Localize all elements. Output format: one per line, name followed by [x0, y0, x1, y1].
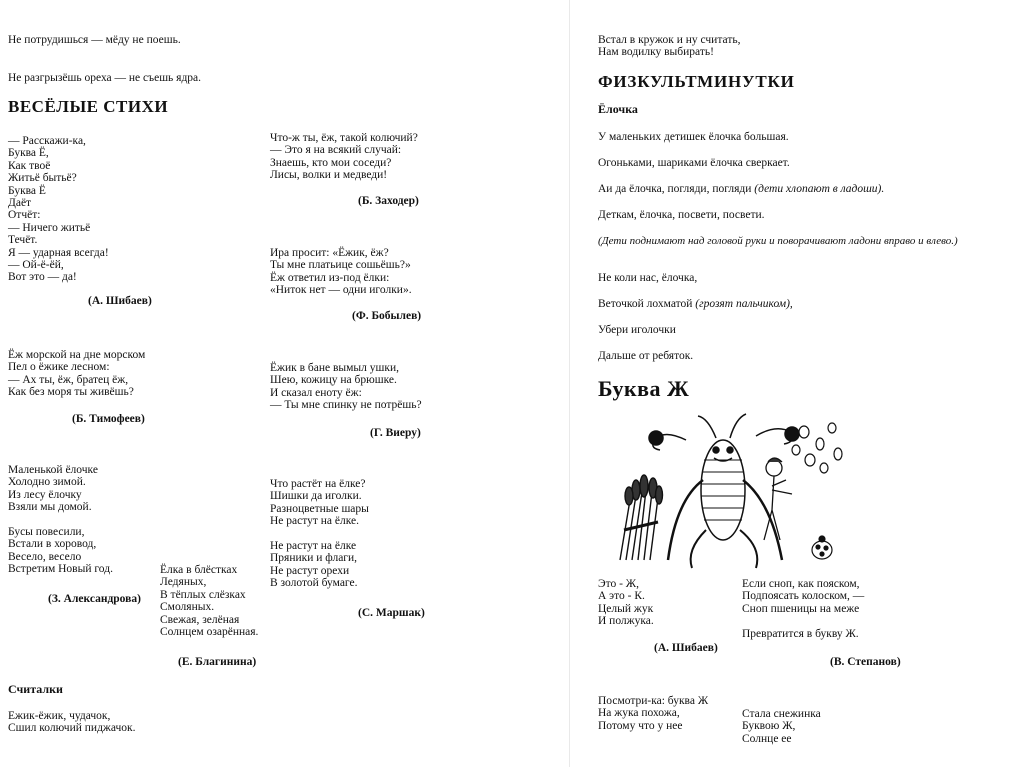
- exercise-line-7-instruction: (грозят пальчиком),: [695, 298, 793, 310]
- page-divider: [569, 0, 570, 767]
- poem-letter-yo: — Расскажи-ка, Буква Ё, Как твоё Житьё бытьё? Буква Ё Даёт Отчёт: — Ничего житьё Течёт. Я — ударная всегда! — Ой-ё-ёй, Вот это — да!: [8, 135, 109, 284]
- poem-zh-beetle: Это - Ж, А это - К. Целый жук И полжука.: [598, 578, 654, 628]
- proverb-1: Не потрудишься — мёду не поешь.: [8, 34, 181, 46]
- heading-exercise-breaks: ФИЗКУЛЬТМИНУТКИ: [598, 72, 795, 91]
- proverb-2: Не разгрызёшь ореха — не съешь ядра.: [8, 72, 202, 84]
- exercise-line-6: Не коли нас, ёлочка,: [598, 272, 698, 284]
- author-zakhoder: (Б. Заходер): [358, 195, 419, 207]
- exercise-line-4: Деткам, ёлочка, посвети, посвети.: [598, 209, 765, 221]
- author-shibaev: (А. Шибаев): [88, 295, 152, 307]
- counting-rhyme-continued: Встал в кружок и ну считать, Нам водилку выбирать!: [598, 34, 741, 59]
- counting-rhymes-title: Считалки: [8, 682, 63, 696]
- exercise-line-8: Убери иголочки: [598, 324, 676, 336]
- subheading-fir: Ёлочка: [598, 102, 638, 116]
- exercise-line-5: (Дети поднимают над головой руки и поворачивают ладони вправо и влево.): [598, 235, 958, 247]
- author-shibaev-2: (А. Шибаев): [654, 642, 718, 654]
- poem-sea-hedgehog: Ёж морской на дне морском Пел о ёжике лесном: — Ах ты, ёж, братец ёж, Как без моря ты живёшь?: [8, 349, 146, 399]
- exercise-line-7: [598, 298, 793, 310]
- author-aleksandrova: (З. Александрова): [48, 593, 141, 605]
- author-vieru: (Г. Виеру): [370, 427, 421, 439]
- poem-sheaf: Если сноп, как пояском, Подпоясать колоском, — Сноп пшеницы на меже Превратится в букву Ж.: [742, 578, 865, 640]
- poem-look-letter-zh: Посмотри-ка: буква Ж На жука похожа, Потому что у нее: [598, 695, 709, 732]
- author-stepanov: (В. Степанов): [830, 656, 901, 668]
- acorns-icon: [792, 423, 842, 473]
- ladybug-icon: [812, 536, 832, 559]
- exercise-line-2: Огоньками, шариками ёлочка сверкает.: [598, 157, 790, 169]
- exercise-line-7-text: Веточкой лохматой: [598, 298, 696, 310]
- exercise-line-3: [598, 183, 884, 195]
- poem-little-fir: Маленькой ёлочке Холодно зимой. Из лесу ёлочку Взяли мы домой. Бусы повесили, Встали в хоровод, Весело, весело Встретим Новый год.: [8, 464, 113, 576]
- poem-fir-sparkles: Ёлка в блёстках Ледяных, В тёплых слёзках Смоляных. Свежая, зелёная Солнцем озарённая.: [160, 564, 259, 639]
- exercise-line-3-text: Аи да ёлочка, погляди, погляди: [598, 183, 755, 195]
- boy-figure-icon: [764, 458, 792, 540]
- poem-ira: Ира просит: «Ёжик, ёж? Ты мне платьице сошьёшь?» Ёж ответил из-под ёлки: «Ниток нет — одни иголки».: [270, 247, 412, 297]
- heading-letter-zh: Буква Ж: [598, 376, 690, 401]
- poem-bath: Ёжик в бане вымыл ушки, Шею, кожицу на брюшке. И сказал еноту ёж: — Ты мне спинку не потрёшь?: [270, 362, 422, 412]
- poem-snowflake: Стала снежинка Буквою Ж, Солнце ее: [742, 708, 821, 745]
- counting-rhyme-text: Ежик-ёжик, чудачок, Сшил колючий пиджачок.: [8, 710, 136, 735]
- author-marshak: (С. Маршак): [358, 607, 425, 619]
- beetle-illustration: [596, 410, 856, 570]
- author-blaginina: (Е. Благинина): [178, 656, 257, 668]
- author-timofeev: (Б. Тимофеев): [72, 413, 145, 425]
- poem-what-grows: Что растёт на ёлке? Шишки да иголки. Разноцветные шары Не растут на ёлке. Не растут на ёлке Пряники и флаги, Не растут орехи В золотой бумаге.: [270, 478, 369, 590]
- wheat-sheaf-icon: [620, 475, 663, 560]
- author-bobylev: (Ф. Бобылев): [352, 310, 422, 322]
- exercise-line-9: Дальше от ребяток.: [598, 350, 694, 362]
- poem-hedgehog: Что-ж ты, ёж, такой колючий? — Это я на всякий случай: Знаешь, кто мои соседи? Лисы, волки и медведи!: [270, 132, 418, 182]
- heading-funny-poems: ВЕСЁЛЫЕ СТИХИ: [8, 97, 169, 116]
- exercise-line-3-instruction: (дети хлопают в ладоши).: [754, 183, 885, 195]
- exercise-line-1: У маленьких детишек ёлочка большая.: [598, 131, 789, 143]
